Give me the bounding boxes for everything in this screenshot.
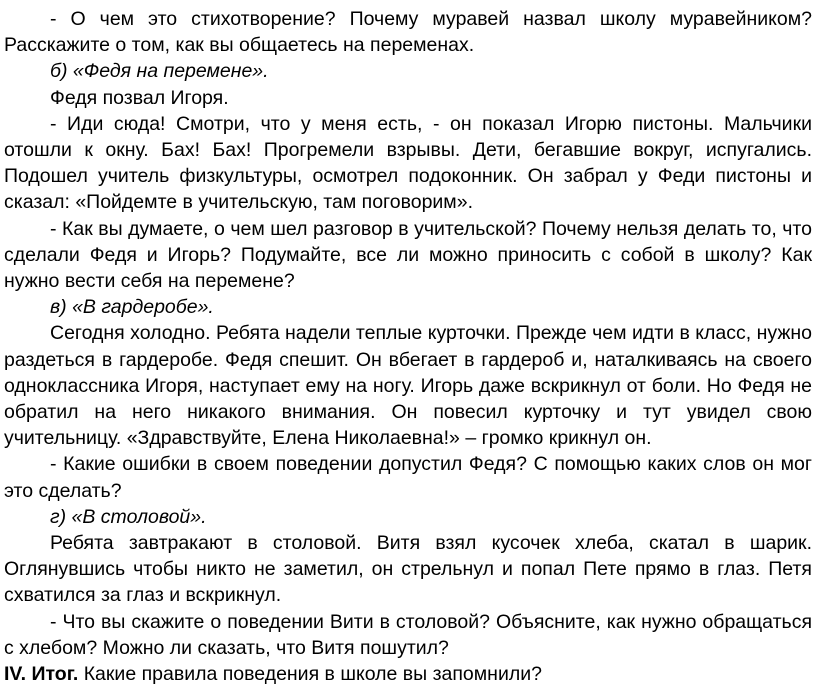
paragraph-story-wardrobe: Сегодня холодно. Ребята надели теплые курточки. Прежде чем идти в класс, нужно раздеться в гардеробе. Федя спешит. Он вбегает в гардероб и, наталкиваясь на своего одноклассника Игоря, наступает ему на ногу. Игорь даже вскрикнул от боли. Но Федя не обратил на него никакого внимания. Он повесил курточку и тут увидел свою учительницу. «Здравствуйте, Елена Николаевна!» – громко крикнул он. xyxy=(4,322,812,450)
section-heading-b: б) «Федя на перемене». xyxy=(50,60,269,83)
section-heading-v: в) «В гардеробе». xyxy=(50,296,214,319)
paragraph-question-canteen: - Что вы скажите о поведении Вити в столовой? Объясните, как нужно обращаться с хлебом? Можно ли сказать, что Витя пошутил? xyxy=(4,610,812,659)
section-heading-g: г) «В столовой». xyxy=(50,505,207,528)
paragraph-story-break: - Иди сюда! Смотри, что у меня есть, - он показал Игорю пистоны. Мальчики отошли к окну. Бах! Бах! Прогремели взрывы. Дети, бегавшие вокруг, испугались. Подошел учитель физкультуры, осмотрел подоконник. Он забрал у Феди пистоны и сказал: «Пойдемте в учительскую, там поговорим». xyxy=(4,112,812,214)
summary-line xyxy=(4,661,812,687)
paragraph-question-poem: - О чем это стихотворение? Почему муравей назвал школу муравейником? Расскажите о том, как вы общаетесь на переменах. xyxy=(4,8,812,57)
summary-question: Какие правила поведения в школе вы запомнили? xyxy=(78,663,542,686)
paragraph-question-wardrobe: - Какие ошибки в своем поведении допустил Федя? С помощью каких слов он мог это сделать? xyxy=(4,453,812,502)
summary-label: IV. Итог. xyxy=(4,663,79,686)
paragraph-story-canteen: Ребята завтракают в столовой. Витя взял кусочек хлеба, скатал в шарик. Оглянувшись чтобы никто не заметил, он стрельнул и попал Пете прямо в глаз. Петя схватился за глаз и вскрикнул. xyxy=(4,532,812,607)
paragraph-fedya-called: Федя позвал Игоря. xyxy=(50,86,229,109)
paragraph-question-break: - Как вы думаете, о чем шел разговор в учительской? Почему нельзя делать то, что сделали Федя и Игорь? Подумайте, все ли можно приносить с собой в школу? Как нужно вести себя на перемене? xyxy=(4,217,812,293)
